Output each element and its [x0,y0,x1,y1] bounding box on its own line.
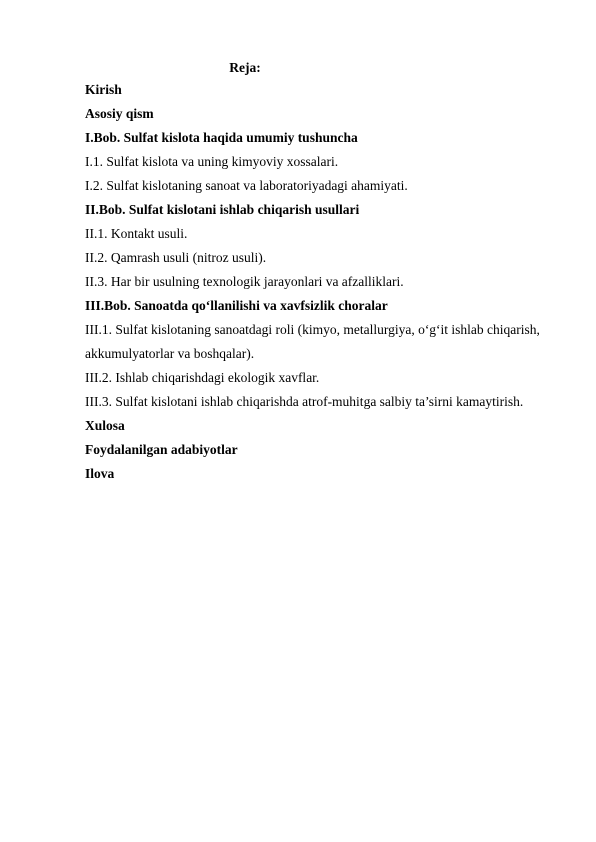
toc-entry-section-3-1: III.1. Sulfat kislotaning sanoatdagi roli (kimyo, metallurgiya, o‘g‘it ishlab chiqarish, [85,322,540,337]
toc-entry-adabiyotlar: Foydalanilgan adabiyotlar [85,442,238,457]
toc-entry-section-2-1: II.1. Kontakt usuli. [85,226,188,241]
toc-entry-section-3-3: III.3. Sulfat kislotani ishlab chiqarishda atrof-muhitga salbiy ta’sirni kamaytirish. [85,394,524,409]
toc-entry-ilova: Ilova [85,466,115,481]
toc-entry-section-3-2: III.2. Ishlab chiqarishdagi ekologik xavflar. [85,370,320,385]
toc-entry-section-1-1: I.1. Sulfat kislota va uning kimyoviy xossalari. [85,154,339,169]
toc-entry-xulosa: Xulosa [85,418,125,433]
toc-entry-asosiy-qism: Asosiy qism [85,106,154,121]
toc-entry-chapter-2: II.Bob. Sulfat kislotani ishlab chiqarish usullari [85,202,360,217]
toc-entry-kirish: Kirish [85,82,122,97]
toc-entry-section-2-3: II.3. Har bir usulning texnologik jarayonlari va afzalliklari. [85,274,404,289]
page-title: Reja: [229,60,261,75]
table-of-contents [85,78,565,486]
toc-entry-chapter-3: III.Bob. Sanoatda qo‘llanilishi va xavfsizlik choralar [85,298,388,313]
toc-entry-section-3-1-cont: akkumulyatorlar va boshqalar). [85,346,255,361]
toc-entry-section-1-2: I.2. Sulfat kislotaning sanoat va laboratoriyadagi ahamiyati. [85,178,408,193]
toc-entry-chapter-1: I.Bob. Sulfat kislota haqida umumiy tushuncha [85,130,358,145]
toc-entry-section-2-2: II.2. Qamrash usuli (nitroz usuli). [85,250,267,265]
